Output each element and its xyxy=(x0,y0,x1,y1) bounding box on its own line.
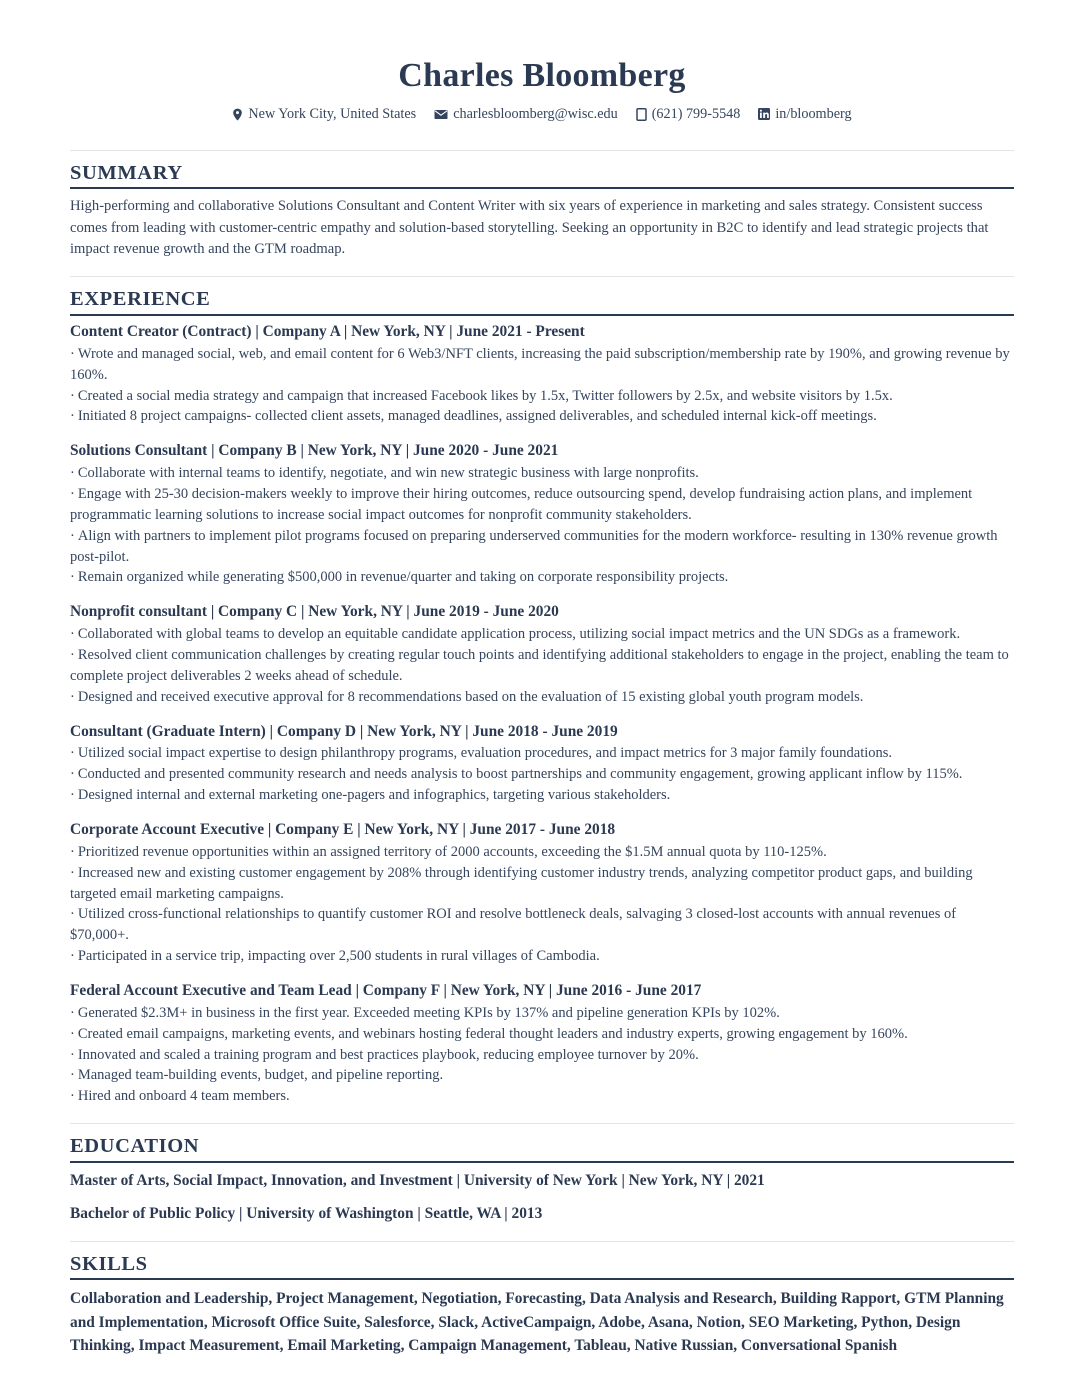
experience-bullet xyxy=(70,764,1014,785)
bullet-dot-icon: · xyxy=(70,485,75,502)
contact-phone-text: (621) 799-5548 xyxy=(651,106,741,123)
experience-bullet xyxy=(70,406,1014,427)
experience-entry-heading: Consultant (Graduate Intern) | Company D | New York, NY | June 2018 - June 2019 xyxy=(70,722,618,740)
experience-bullet-list xyxy=(70,842,1014,967)
experience-bullet xyxy=(70,567,1014,588)
candidate-name: Charles Bloomberg xyxy=(398,57,686,94)
resume-header xyxy=(70,56,1014,134)
experience-bullet xyxy=(70,743,1014,764)
experience-bullet xyxy=(70,785,1014,806)
experience-bullet-text: Designed and received executive approval for 8 recommendations based on the evaluation of 15 existing global youth program models. xyxy=(77,688,864,705)
experience-bullet xyxy=(70,946,1014,967)
experience-bullet-text: Generated $2.3M+ in business in the first year. Exceeded meeting KPIs by 137% and pipeline generation KPIs by 102%. xyxy=(77,1004,780,1021)
experience-bullet xyxy=(70,484,1014,526)
section-title-summary: SUMMARY xyxy=(70,162,1014,190)
experience-entry xyxy=(70,981,1014,1107)
experience-entry xyxy=(70,441,1014,588)
experience-bullet xyxy=(70,904,1014,946)
experience-bullet-text: Remain organized while generating $500,000 in revenue/quarter and taking on corporate responsibility projects. xyxy=(77,569,729,586)
contact-email[interactable] xyxy=(434,105,618,123)
experience-bullet xyxy=(70,842,1014,863)
bullet-dot-icon: · xyxy=(70,1004,75,1021)
summary-body xyxy=(70,189,1014,260)
experience-bullet xyxy=(70,526,1014,568)
experience-bullet xyxy=(70,624,1014,645)
envelope-icon xyxy=(434,109,448,120)
bullet-dot-icon: · xyxy=(70,626,75,643)
experience-bullet-text: Wrote and managed social, web, and email content for 6 Web3/NFT clients, increasing the paid subscription/membership rate by 190%, and growing revenue by 160%. xyxy=(70,345,1010,383)
bullet-dot-icon: · xyxy=(70,688,75,705)
experience-bullet xyxy=(70,1086,1014,1107)
bullet-dot-icon: · xyxy=(70,1088,75,1105)
skills-text: Collaboration and Leadership, Project Management, Negotiation, Forecasting, Data Analysis and Research, Building Rapport, GTM Planning and Implementation, Microsoft Office Suite, Salesforce, Slack, ActiveCampaign, Adobe, Asana, Notion, SEO Marketing, Python, Design Thinking, Impact Measurement, Email Marketing, Campaign Management, Tableau, Native Russian, Conversational Spanish xyxy=(70,1290,1004,1354)
skills-body xyxy=(70,1280,1014,1356)
section-title-skills: SKILLS xyxy=(70,1253,1014,1281)
experience-bullet-text: Created email campaigns, marketing events, and webinars hosting federal thought leaders and industry experts, growing engagement by 160%. xyxy=(77,1025,908,1042)
experience-bullet-text: Increased new and existing customer engagement by 208% through identifying customer industry trends, analyzing competitor product gaps, and building targeted email marketing campaigns. xyxy=(70,864,973,902)
bullet-dot-icon: · xyxy=(70,1025,75,1042)
bullet-dot-icon: · xyxy=(70,465,75,482)
experience-bullet-text: Managed team-building events, budget, and pipeline reporting. xyxy=(77,1067,444,1084)
experience-list xyxy=(70,316,1014,1107)
experience-bullet-text: Participated in a service trip, impacting over 2,500 students in rural villages of Cambodia. xyxy=(77,948,600,965)
linkedin-icon xyxy=(758,108,770,120)
experience-bullet xyxy=(70,1024,1014,1045)
experience-bullet xyxy=(70,386,1014,407)
experience-bullet-text: Utilized cross-functional relationships to quantify customer ROI and resolve bottleneck deals, salvaging 3 closed-lost accounts with annual revenues of $70,000+. xyxy=(70,906,957,944)
bullet-dot-icon: · xyxy=(70,948,75,965)
experience-bullet xyxy=(70,645,1014,687)
experience-bullet-text: Innovated and scaled a training program and best practices playbook, reducing employee turnover by 20%. xyxy=(77,1046,699,1063)
bullet-dot-icon: · xyxy=(70,345,75,362)
experience-bullet-text: Initiated 8 project campaigns- collected client assets, managed deadlines, assigned deliverables, and scheduled internal kick-off meetings. xyxy=(77,408,877,425)
experience-bullet-text: Created a social media strategy and campaign that increased Facebook likes by 1.5x, Twitter followers by 2.5x, and website visitors by 1.5x. xyxy=(77,387,893,404)
experience-bullet xyxy=(70,1065,1014,1086)
bullet-dot-icon: · xyxy=(70,745,75,762)
contact-line xyxy=(70,105,1014,123)
experience-bullet xyxy=(70,1045,1014,1066)
phone-icon xyxy=(636,108,647,121)
experience-entry xyxy=(70,602,1014,707)
bullet-dot-icon: · xyxy=(70,1046,75,1063)
experience-entry xyxy=(70,322,1014,427)
section-education xyxy=(70,1123,1014,1225)
contact-email-text: charlesbloomberg@wisc.edu xyxy=(453,106,618,123)
contact-linkedin-text: in/bloomberg xyxy=(775,106,852,123)
experience-bullet-text: Resolved client communication challenges by creating regular touch points and identifying additional stakeholders to engage in the project, enabling the team to complete project deliverables 2 weeks ahead of schedule. xyxy=(70,646,1009,684)
experience-entry-heading: Solutions Consultant | Company B | New York, NY | June 2020 - June 2021 xyxy=(70,442,559,460)
bullet-dot-icon: · xyxy=(70,527,75,544)
experience-bullet-list xyxy=(70,463,1014,588)
experience-bullet-list xyxy=(70,1003,1014,1107)
experience-bullet-text: Collaborated with global teams to develop an equitable candidate application process, utilizing social impact metrics and the UN SDGs as a framework. xyxy=(77,626,961,643)
section-title-education: EDUCATION xyxy=(70,1135,1014,1163)
contact-location-text: New York City, United States xyxy=(248,106,417,123)
section-title-experience: EXPERIENCE xyxy=(70,288,1014,316)
section-skills xyxy=(70,1241,1014,1357)
bullet-dot-icon: · xyxy=(70,387,75,404)
experience-entry-heading: Content Creator (Contract) | Company A | New York, NY | June 2021 - Present xyxy=(70,322,585,340)
experience-entry-heading: Federal Account Executive and Team Lead | Company F | New York, NY | June 2016 - June 2017 xyxy=(70,982,702,1000)
experience-bullet xyxy=(70,687,1014,708)
experience-bullet-text: Designed internal and external marketing one-pagers and infographics, targeting various stakeholders. xyxy=(77,787,671,804)
experience-bullet-text: Conducted and presented community research and needs analysis to boost partnerships and community engagement, growing applicant inflow by 115%. xyxy=(77,766,963,783)
experience-bullet-text: Align with partners to implement pilot programs focused on preparing underserved communities for the modern workforce- resulting in 130% revenue growth post-pilot. xyxy=(70,527,998,565)
experience-bullet xyxy=(70,863,1014,905)
bullet-dot-icon: · xyxy=(70,408,75,425)
experience-bullet xyxy=(70,1003,1014,1024)
bullet-dot-icon: · xyxy=(70,843,75,860)
location-pin-icon xyxy=(232,108,243,121)
section-experience xyxy=(70,276,1014,1107)
experience-entry-heading: Nonprofit consultant | Company C | New York, NY | June 2019 - June 2020 xyxy=(70,603,559,621)
experience-bullet-text: Hired and onboard 4 team members. xyxy=(77,1088,290,1105)
experience-bullet-list xyxy=(70,624,1014,708)
bullet-dot-icon: · xyxy=(70,646,75,663)
experience-bullet-text: Utilized social impact expertise to design philanthropy programs, evaluation procedures, and impact metrics for 3 major family foundations. xyxy=(77,745,893,762)
experience-entry-heading: Corporate Account Executive | Company E | New York, NY | June 2017 - June 2018 xyxy=(70,821,616,839)
bullet-dot-icon: · xyxy=(70,1067,75,1084)
experience-bullet-text: Collaborate with internal teams to identify, negotiate, and win new strategic business with large nonprofits. xyxy=(77,465,699,482)
education-entry: Master of Arts, Social Impact, Innovation, and Investment | University of New York | New York, NY | 2021 xyxy=(70,1171,765,1189)
experience-bullet-list xyxy=(70,344,1014,428)
education-entry: Bachelor of Public Policy | University of Washington | Seattle, WA | 2013 xyxy=(70,1205,543,1223)
bullet-dot-icon: · xyxy=(70,766,75,783)
bullet-dot-icon: · xyxy=(70,569,75,586)
section-summary xyxy=(70,150,1014,261)
contact-phone xyxy=(636,105,741,123)
bullet-dot-icon: · xyxy=(70,906,75,923)
experience-entry xyxy=(70,722,1014,806)
contact-location xyxy=(232,105,416,123)
experience-bullet-list xyxy=(70,743,1014,806)
experience-entry xyxy=(70,820,1014,967)
bullet-dot-icon: · xyxy=(70,787,75,804)
experience-bullet xyxy=(70,463,1014,484)
experience-bullet xyxy=(70,344,1014,386)
experience-bullet-text: Prioritized revenue opportunities within an assigned territory of 2000 accounts, exceeding the $1.5M annual quota by 110-125%. xyxy=(77,843,827,860)
contact-linkedin[interactable] xyxy=(758,105,851,123)
experience-bullet-text: Engage with 25-30 decision-makers weekly to improve their hiring outcomes, reduce outsourcing spend, develop fundraising action plans, and implement programmatic learning solutions to increase social impact outcomes for nonprofit community stakeholders. xyxy=(70,485,973,523)
education-list xyxy=(70,1163,1014,1225)
summary-text: High-performing and collaborative Solutions Consultant and Content Writer with six years of experience in marketing and sales strategy. Consistent success comes from leading with customer-centric empathy and solution-based storytelling. Seeking an opportunity in B2C to identify and lead strategic projects that impact revenue growth and the GTM roadmap. xyxy=(70,198,989,257)
bullet-dot-icon: · xyxy=(70,864,75,881)
